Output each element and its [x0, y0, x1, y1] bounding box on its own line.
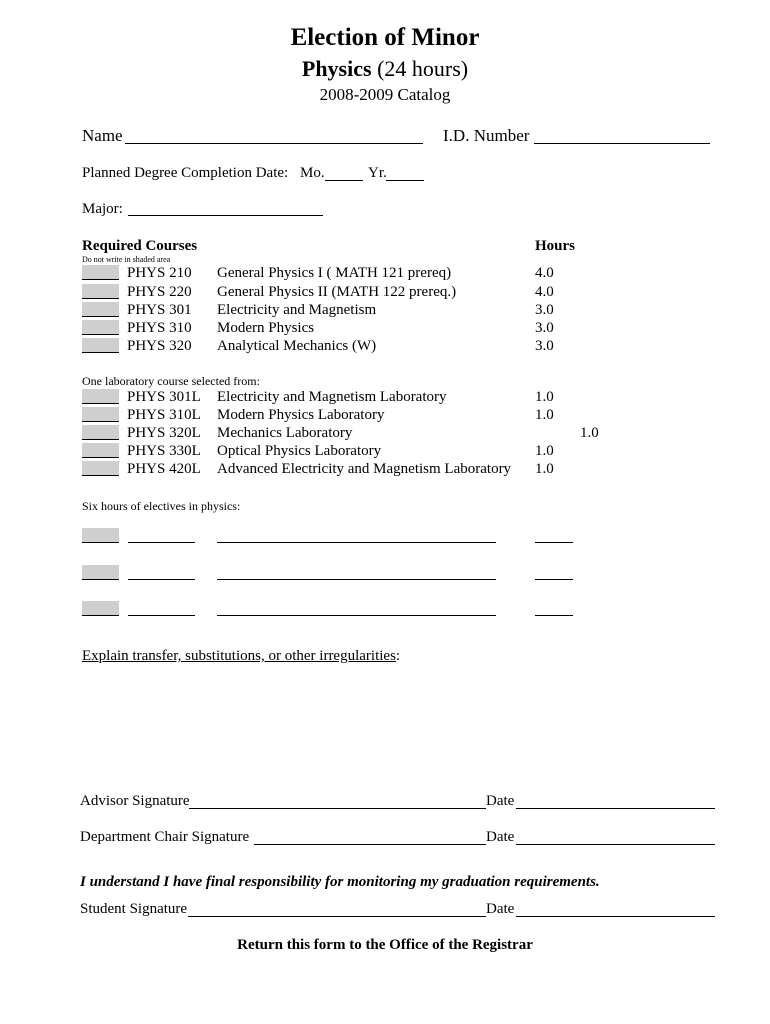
elective-title-field[interactable] [217, 542, 496, 543]
month-label: Mo. [300, 165, 325, 181]
name-field[interactable] [125, 143, 423, 144]
shaded-box [82, 528, 119, 543]
table-row [0, 284, 770, 302]
completion-date-label: Planned Degree Completion Date: [82, 165, 289, 181]
chair-signature-label: Department Chair Signature [80, 829, 250, 845]
course-code: PHYS 320L [127, 425, 201, 441]
shaded-box [82, 265, 119, 280]
table-row [0, 443, 770, 461]
explain-colon: : [395, 648, 401, 664]
course-hours: 3.0 [535, 320, 554, 336]
course-title: Optical Physics Laboratory [217, 443, 382, 459]
table-row [0, 407, 770, 425]
form-title: Election of Minor [290, 24, 480, 51]
advisor-signature-field[interactable] [189, 808, 486, 809]
shaded-area-note: Do not write in shaded area [82, 255, 171, 264]
responsibility-statement: I understand I have final responsibility for monitoring my graduation requirements. [80, 874, 600, 890]
month-field[interactable] [325, 180, 363, 181]
return-instruction: Return this form to the Office of the Registrar [237, 937, 533, 953]
lab-heading: One laboratory course selected from: [82, 374, 260, 388]
course-title: General Physics II (MATH 122 prereq.) [217, 284, 457, 300]
course-hours: 1.0 [535, 461, 554, 477]
course-title: Analytical Mechanics (W) [217, 338, 377, 354]
course-title: Modern Physics Laboratory [217, 407, 385, 423]
required-courses-heading: Required Courses [82, 238, 198, 254]
shaded-box [82, 284, 119, 299]
course-code: PHYS 301 [127, 302, 192, 318]
shaded-box [82, 565, 119, 580]
explain-label [82, 648, 400, 665]
table-row [0, 389, 770, 407]
table-row [0, 265, 770, 283]
minor-subject: Physics [301, 56, 372, 81]
elective-hours-field[interactable] [535, 615, 573, 616]
shaded-box [82, 320, 119, 335]
shaded-box [82, 338, 119, 353]
course-hours: 1.0 [535, 407, 554, 423]
minor-hours: (24 hours) [377, 56, 469, 81]
shaded-box [82, 443, 119, 458]
course-code: PHYS 420L [127, 461, 201, 477]
shaded-box [82, 461, 119, 476]
student-signature-label: Student Signature [80, 901, 188, 917]
id-number-label: I.D. Number [443, 126, 530, 145]
advisor-signature-label: Advisor Signature [80, 793, 190, 809]
course-hours: 1.0 [535, 443, 554, 459]
course-hours: 1.0 [535, 389, 554, 405]
shaded-box [82, 302, 119, 317]
shaded-box [82, 601, 119, 616]
course-title: Electricity and Magnetism Laboratory [217, 389, 447, 405]
year-label: Yr. [368, 165, 387, 181]
course-code: PHYS 310L [127, 407, 201, 423]
course-hours: 3.0 [535, 338, 554, 354]
chair-date-field[interactable] [516, 844, 715, 845]
course-code: PHYS 210 [127, 265, 192, 281]
elective-course-field[interactable] [128, 615, 195, 616]
major-label: Major: [82, 201, 123, 217]
electives-heading: Six hours of electives in physics: [82, 499, 241, 513]
hours-heading: Hours [535, 238, 576, 254]
elective-course-field[interactable] [128, 579, 195, 580]
advisor-date-label: Date [486, 793, 515, 809]
chair-signature-field[interactable] [254, 844, 486, 845]
elective-hours-field[interactable] [535, 579, 573, 580]
student-date-field[interactable] [516, 916, 715, 917]
course-title: General Physics I ( MATH 121 prereq) [217, 265, 452, 281]
id-number-field[interactable] [534, 143, 710, 144]
course-hours: 1.0 [580, 425, 599, 441]
name-label: Name [82, 126, 123, 145]
table-row [0, 302, 770, 320]
table-row [0, 320, 770, 338]
course-code: PHYS 330L [127, 443, 201, 459]
year-field[interactable] [386, 180, 424, 181]
table-row [0, 338, 770, 356]
advisor-date-field[interactable] [516, 808, 715, 809]
course-hours: 4.0 [535, 265, 554, 281]
course-title: Mechanics Laboratory [217, 425, 353, 441]
course-code: PHYS 310 [127, 320, 192, 336]
elective-title-field[interactable] [217, 615, 496, 616]
course-code: PHYS 320 [127, 338, 192, 354]
course-title: Advanced Electricity and Magnetism Laboratory [217, 461, 512, 477]
elective-course-field[interactable] [128, 542, 195, 543]
explain-textarea[interactable] [82, 670, 682, 780]
major-field[interactable] [128, 215, 323, 216]
table-row [0, 425, 770, 443]
elective-title-field[interactable] [217, 579, 496, 580]
student-signature-field[interactable] [188, 916, 486, 917]
course-code: PHYS 220 [127, 284, 192, 300]
course-title: Electricity and Magnetism [217, 302, 377, 318]
shaded-box [82, 425, 119, 440]
course-hours: 3.0 [535, 302, 554, 318]
course-code: PHYS 301L [127, 389, 201, 405]
elective-hours-field[interactable] [535, 542, 573, 543]
catalog-year: 2008-2009 Catalog [319, 85, 451, 104]
shaded-box [82, 389, 119, 404]
course-hours: 4.0 [535, 284, 554, 300]
student-date-label: Date [486, 901, 515, 917]
table-row [0, 461, 770, 479]
chair-date-label: Date [486, 829, 515, 845]
form-subtitle [0, 56, 770, 82]
course-title: Modern Physics [217, 320, 315, 336]
shaded-box [82, 407, 119, 422]
explain-label-text: Explain transfer, substitutions, or other irregularities [82, 648, 396, 664]
